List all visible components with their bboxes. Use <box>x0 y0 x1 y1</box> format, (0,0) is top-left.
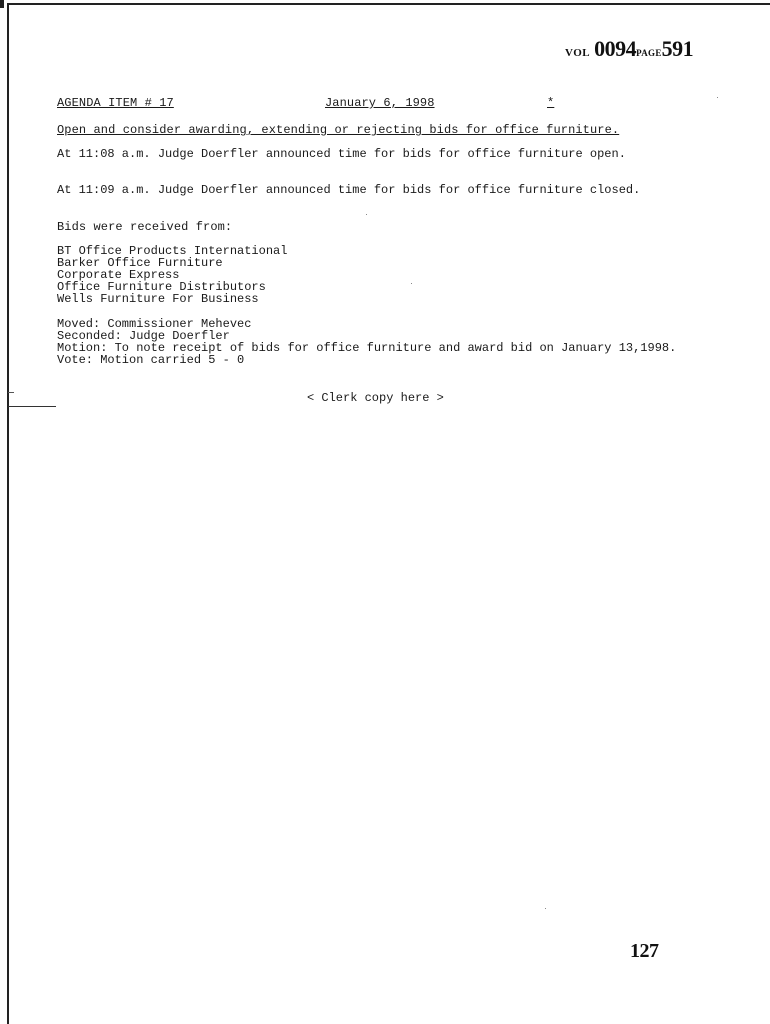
stamp-page-number: 591 <box>661 36 694 61</box>
agenda-marker: * <box>547 96 555 110</box>
bids-closed-paragraph: At 11:09 a.m. Judge Doerfler announced time for bids for office furniture closed. <box>57 183 641 197</box>
bids-received-intro: Bids were received from: <box>57 220 233 234</box>
bidder-list <box>57 245 287 305</box>
page-number: 127 <box>630 940 659 962</box>
agenda-date: January 6, 1998 <box>325 96 435 110</box>
seconded-by: Seconded: Judge Doerfler <box>57 329 230 343</box>
volume-page-stamp <box>565 36 693 62</box>
vote-result: Vote: Motion carried 5 - 0 <box>57 353 245 367</box>
bidder-item: BT Office Products International <box>57 244 288 258</box>
bidder-item: Corporate Express <box>57 268 180 282</box>
margin-tick-mark-small <box>8 392 14 393</box>
vol-number: 0094 <box>594 36 637 61</box>
agenda-subject: Open and consider awarding, extending or rejecting bids for office furniture. <box>57 123 620 137</box>
clerk-copy-note: < Clerk copy here > <box>307 391 444 405</box>
bidder-item: Wells Furniture For Business <box>57 292 259 306</box>
agenda-item-number: AGENDA ITEM # 17 <box>57 96 174 110</box>
bids-open-paragraph: At 11:08 a.m. Judge Doerfler announced time for bids for office furniture open. <box>57 147 626 161</box>
motion-block <box>57 318 697 366</box>
scan-speck <box>717 97 718 98</box>
scan-corner-mark <box>0 0 4 8</box>
page-label: PAGE <box>636 48 662 58</box>
scan-speck <box>545 908 546 909</box>
motion-text: Motion: To note receipt of bids for office furniture and award bid on January 13,1998. <box>57 341 677 355</box>
scan-left-border <box>7 3 9 1024</box>
scan-speck <box>411 283 412 284</box>
scan-top-border <box>8 3 770 5</box>
moved-by: Moved: Commissioner Mehevec <box>57 317 252 331</box>
bidder-item: Office Furniture Distributors <box>57 280 266 294</box>
scan-speck <box>366 214 367 215</box>
bidder-item: Barker Office Furniture <box>57 256 223 270</box>
vol-label: VOL <box>565 47 591 59</box>
margin-tick-mark <box>8 406 56 407</box>
agenda-header <box>57 96 555 110</box>
